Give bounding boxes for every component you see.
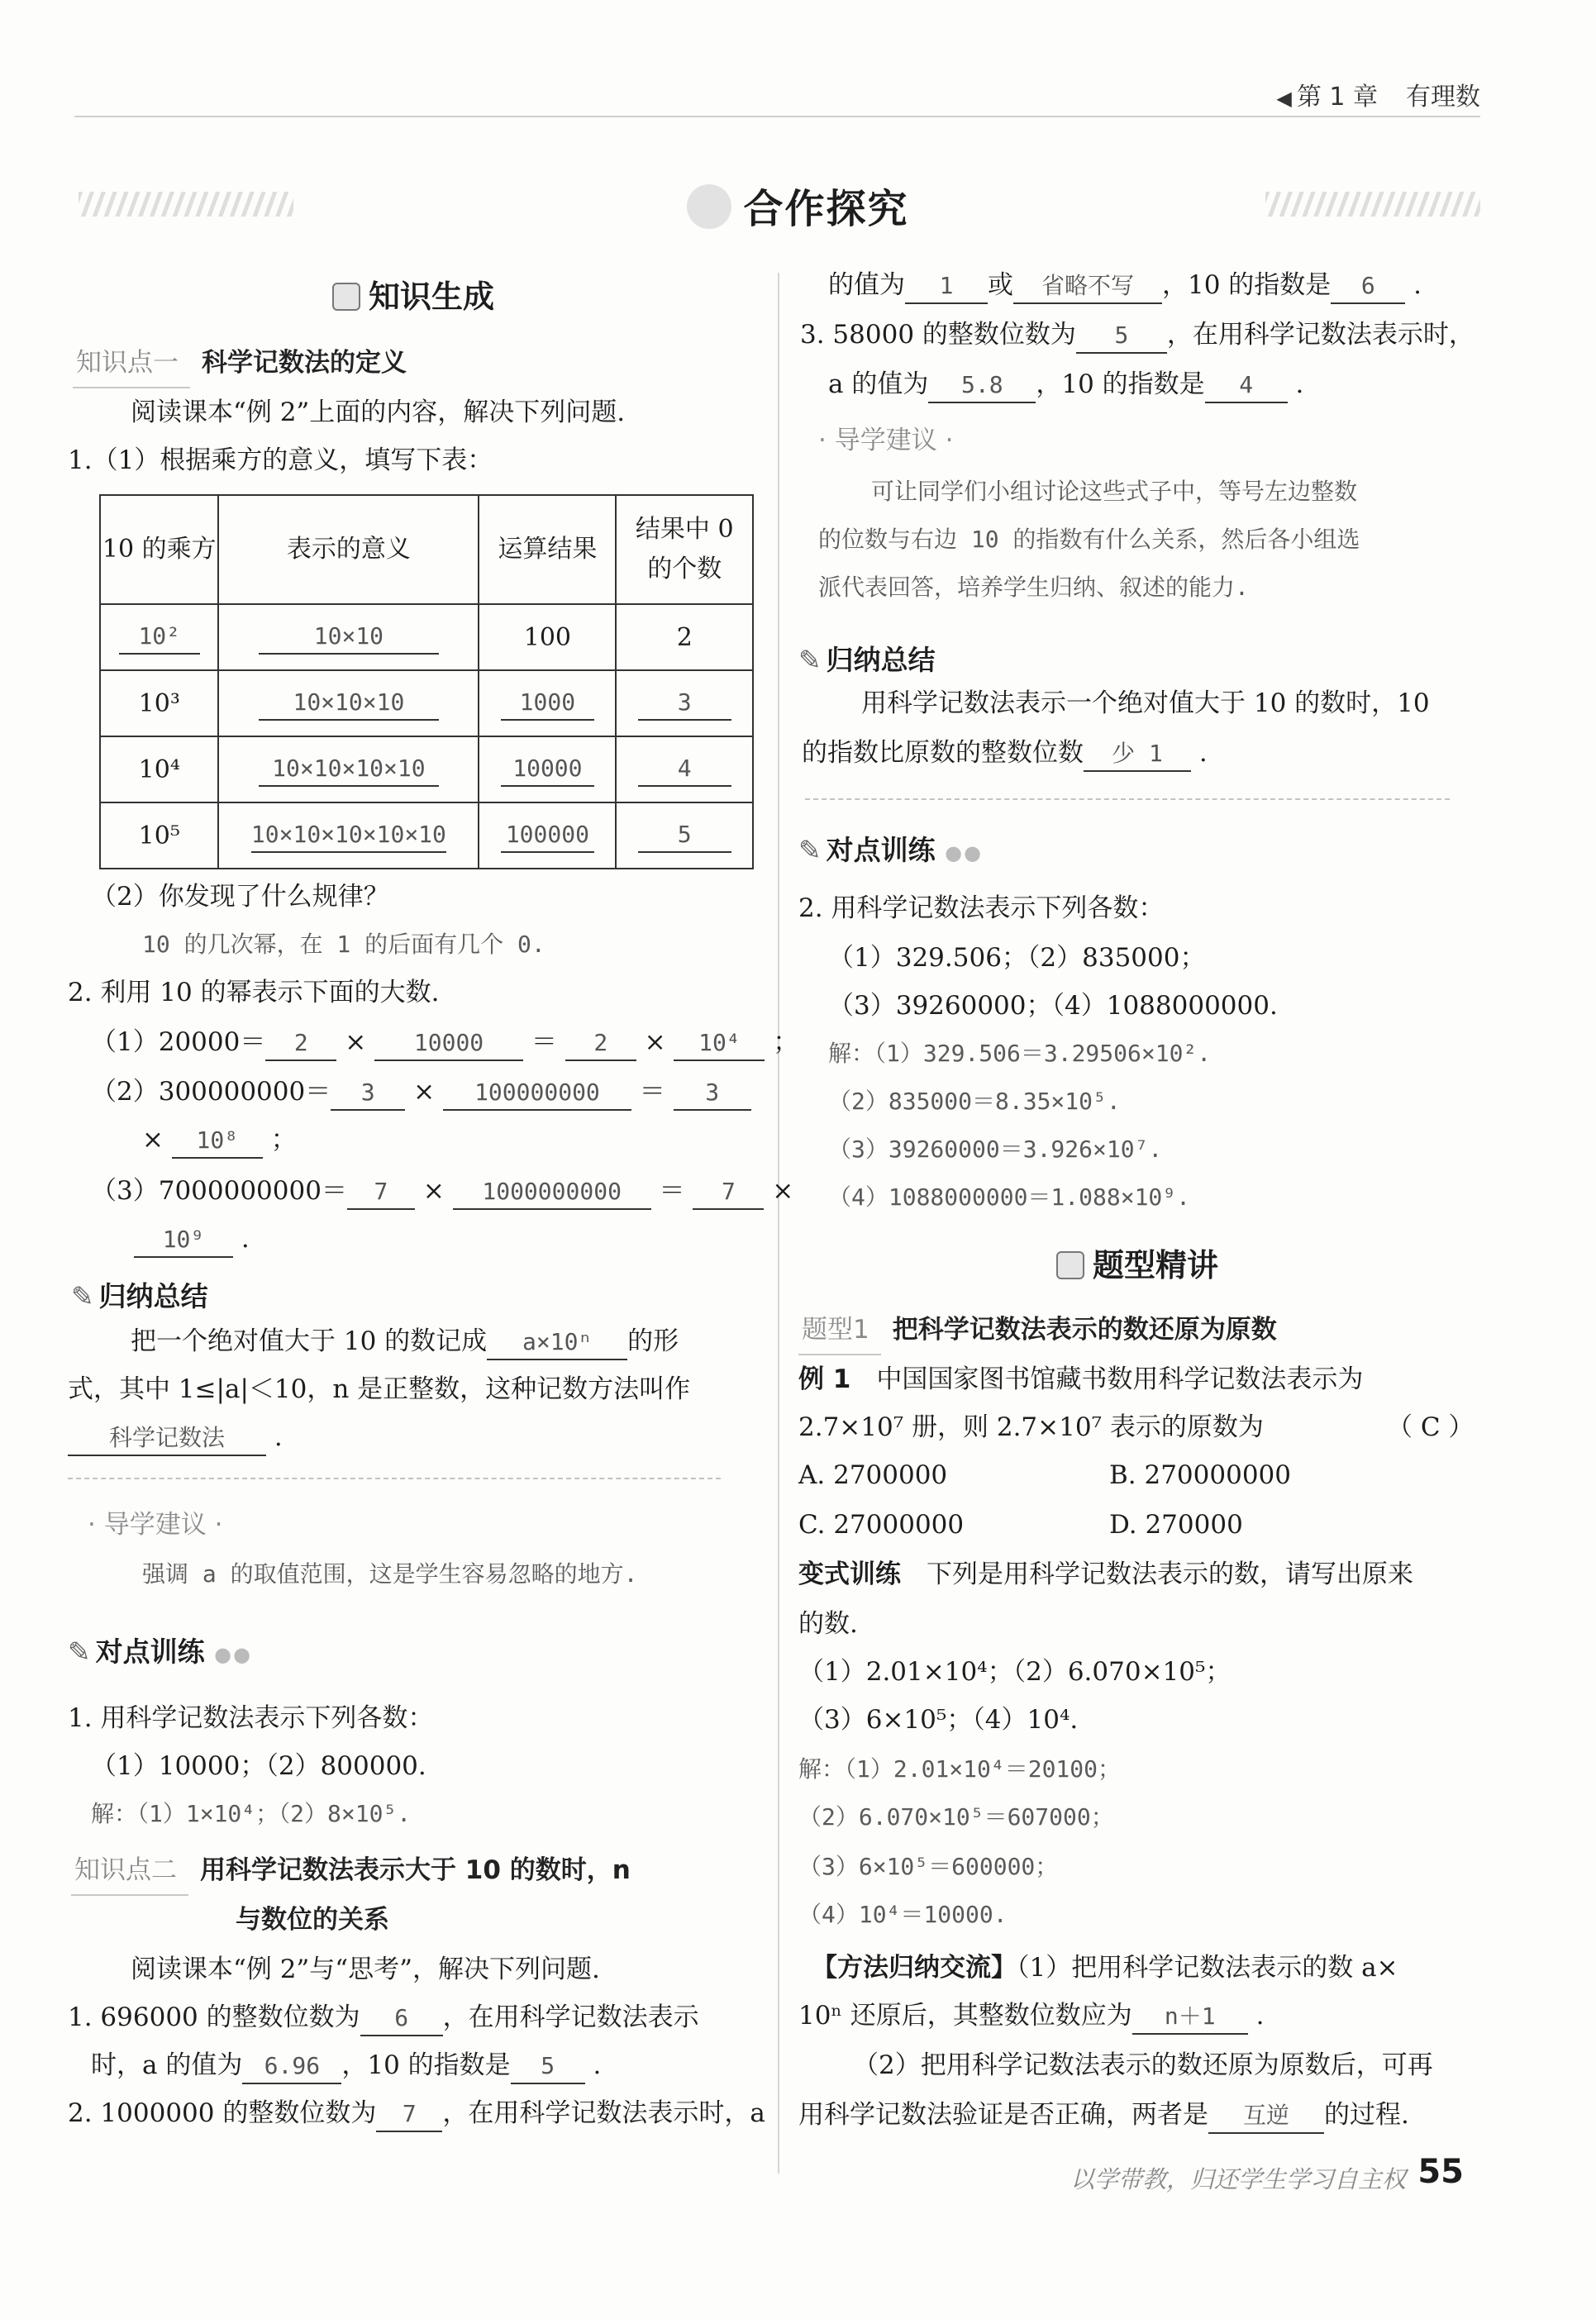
section-icon [1056, 1251, 1084, 1279]
variant-line-1: 变式训练 下列是用科学记数法表示的数，请写出原来 [798, 1559, 1413, 1589]
kp-title: 科学记数法的定义 [202, 348, 407, 378]
question-2-2-cont: × 10⁸ ； [142, 1116, 297, 1164]
method-line-3: （2）把用科学记数法表示的数还原为原数后，可再 [853, 2050, 1433, 2080]
answer-1-2: 10 的几次幂，在 1 的后面有几个 0. [142, 931, 545, 958]
training-items-1: （1）10000；（2）800000. [91, 1751, 426, 1781]
summary-2-line-2: 的指数比原数的整数位数 少 1 . [802, 729, 1208, 777]
summary-1-line-3: 科学记数法 . [68, 1413, 283, 1461]
table-header: 10 的乘方 [100, 495, 218, 604]
kp-title: 用科学记数法表示大于 10 的数时，n [200, 1855, 631, 1885]
variant-answer: （4）10⁴＝10000. [798, 1901, 1008, 1928]
method-line-2: 10ⁿ 还原后，其整数位数应为 n＋1 . [798, 1992, 1264, 2040]
table-cell: 10⁴ [100, 736, 218, 802]
guide-text-2: 的位数与右边 10 的指数有什么关系，然后各小组选 [818, 526, 1360, 553]
training-answer-1: 解：（1）1×10⁴；（2）8×10⁵. [91, 1800, 412, 1827]
option-b: B. 270000000 [1109, 1460, 1291, 1490]
example-1-answer: （ C ） [1387, 1412, 1475, 1442]
section-icon [332, 283, 360, 311]
intro-text: 阅读课本“例 2”上面的内容，解决下列问题. [131, 398, 626, 427]
table-row [100, 670, 753, 736]
table-cell: 2 [616, 604, 753, 670]
type-tag: 题型1 [798, 1306, 881, 1355]
variant-items: （1）2.01×10⁴；（2）6.070×10⁵； [798, 1657, 1232, 1687]
edit-icon: ✎ [68, 1636, 91, 1668]
training-question-2: 2. 用科学记数法表示下列各数： [798, 893, 1165, 923]
problem-2-line-2: 的值为 1 或 省略不写 ，10 的指数是 6 . [828, 261, 1422, 309]
option-a: A. 2700000 [798, 1460, 948, 1490]
pencil-icon: ✎ [798, 644, 822, 676]
column-divider [778, 273, 779, 2174]
question-type-1 [798, 1306, 1277, 1355]
option-d: D. 270000 [1109, 1510, 1243, 1540]
kp-tag: 知识点二 [71, 1846, 188, 1896]
magnifier-icon [687, 184, 731, 229]
section-title-types: 题型精讲 [1056, 1241, 1218, 1289]
summary-2-line-1: 用科学记数法表示一个绝对值大于 10 的数时，10 [861, 688, 1430, 718]
pencil-icon: ✎ [71, 1280, 94, 1312]
example-1-line-2: 2.7×10⁷ 册，则 2.7×10⁷ 表示的原数为 [798, 1412, 1264, 1442]
intro-text-2: 阅读课本“例 2”与“思考”，解决下列问题. [131, 1955, 600, 1984]
example-1-line-1: 例 1 中国国家图书馆藏书数用科学记数法表示为 [798, 1364, 1364, 1394]
table-cell: 10³ [100, 670, 218, 736]
table-cell: 10×10×10×10 [259, 752, 439, 787]
table-header: 运算结果 [479, 495, 616, 604]
training-answer-2: （3）39260000＝3.926×10⁷. [828, 1136, 1163, 1163]
table-header: 表示的意义 [218, 495, 479, 604]
question-2-1: （1）20000＝ 2 × 10000 ＝ 2 × 10⁴ ； [91, 1018, 798, 1066]
dashed-divider [68, 1478, 721, 1479]
summary-1-line-1: 把一个绝对值大于 10 的数记成 a×10ⁿ 的形 [131, 1317, 679, 1365]
table-cell: 10000 [501, 752, 595, 787]
guide-text-2: 可让同学们小组讨论这些式子中，等号左边整数 [871, 478, 1358, 505]
table-row [100, 604, 753, 670]
table-cell: 1000 [501, 686, 595, 721]
guide-title-2: · 导学建议 · [818, 426, 954, 455]
problem-3-line-1: 3. 58000 的整数位数为 5 ，在用科学记数法表示时， [800, 311, 1475, 359]
table-cell: 4 [638, 752, 731, 787]
variant-answer: （3）6×10⁵＝600000； [798, 1853, 1059, 1880]
edit-icon: ✎ [798, 834, 822, 866]
training-title-1: ✎ 对点训练 ●● [68, 1636, 253, 1668]
section-title-knowledge: 知识生成 [332, 273, 494, 321]
chapter-number: 第 1 章 [1296, 83, 1378, 112]
problem-3-line-2: a 的值为 5.8 ，10 的指数是 4 . [828, 360, 1303, 408]
page-number: 55 [1417, 2153, 1464, 2191]
training-answer-2: （4）1088000000＝1.088×10⁹. [828, 1183, 1191, 1211]
knowledge-point-2-cont: 与数位的关系 [236, 1905, 389, 1935]
variant-line-2: 的数. [798, 1609, 858, 1639]
guide-title-1: · 导学建议 · [88, 1510, 223, 1540]
table-cell: 10×10×10×10×10 [251, 818, 446, 853]
table-cell: 10⁵ [100, 802, 218, 869]
table-cell: 5 [638, 818, 731, 853]
method-line-4: 用科学记数法验证是否正确，两者是 互逆 的过程. [798, 2091, 1409, 2139]
table-row [100, 802, 753, 869]
problem-1-line-2: 时，a 的值为 6.96 ，10 的指数是 5 . [91, 2041, 601, 2089]
guide-text-2: 派代表回答，培养学生归纳、叙述的能力. [818, 574, 1249, 601]
table-cell: 3 [638, 686, 731, 721]
problem-2-line-1: 2. 1000000 的整数位数为 7 ，在用科学记数法表示时，a [68, 2089, 765, 2137]
question-2-3: （3）7000000000＝ 7 × 1000000000 ＝ 7 × [91, 1167, 793, 1215]
knowledge-point-2 [71, 1846, 631, 1896]
table-row [100, 736, 753, 802]
variant-answer: 解：（1）2.01×10⁴＝20100； [798, 1755, 1122, 1783]
summary-title-1: ✎ 归纳总结 [71, 1280, 208, 1312]
knowledge-point-1 [73, 339, 407, 388]
variant-items: （3）6×10⁵；（4）10⁴. [798, 1705, 1079, 1735]
table-cell: 100000 [501, 818, 595, 853]
training-title-2: ✎ 对点训练 ●● [798, 834, 984, 866]
arrow-left-icon: ◀ [1276, 87, 1292, 110]
dashed-divider [805, 798, 1450, 800]
method-line-1: 【方法归纳交流】（1）把用科学记数法表示的数 a× [812, 1953, 1398, 1983]
question-2-3-cont: 10⁹ . [134, 1215, 250, 1263]
summary-title-2: ✎ 归纳总结 [798, 644, 936, 676]
table-header-row [100, 495, 753, 604]
type-title: 把科学记数法表示的数还原为原数 [892, 1315, 1277, 1345]
table-cell: 10×10×10 [259, 686, 439, 721]
chapter-header [1276, 76, 1480, 112]
page-title: 合作探究 [0, 177, 1596, 234]
question-1-2: （2）你发现了什么规律？ [91, 882, 389, 912]
footer-slogan: 以学带教，归还学生学习自主权 [1070, 2165, 1406, 2193]
table-header: 结果中 0 的个数 [616, 495, 753, 604]
summary-1-line-2: 式，其中 1≤|a|＜10，n 是正整数，这种记数方法叫作 [68, 1374, 691, 1404]
table-cell: 10² [119, 620, 200, 655]
chapter-title: 有理数 [1406, 83, 1480, 112]
table-cell: 10×10 [259, 620, 439, 655]
question-2: 2. 利用 10 的幂表示下面的大数. [68, 978, 440, 1007]
training-answer-2: （2）835000＝8.35×10⁵. [828, 1088, 1121, 1115]
training-question-1: 1. 用科学记数法表示下列各数： [68, 1703, 434, 1733]
variant-answer: （2）6.070×10⁵＝607000； [798, 1803, 1114, 1831]
training-answer-2: 解：（1）329.506＝3.29506×10². [828, 1040, 1212, 1067]
question-2-2: （2）300000000＝ 3 × 100000000 ＝ 3 [91, 1068, 751, 1116]
header-divider [74, 116, 1480, 117]
problem-1-line-1: 1. 696000 的整数位数为 6 ，在用科学记数法表示 [68, 1993, 699, 2041]
question-1-1: 1.（1）根据乘方的意义，填写下表： [68, 445, 493, 475]
table-cell: 100 [479, 604, 616, 670]
option-c: C. 27000000 [798, 1510, 965, 1540]
kp-tag: 知识点一 [73, 339, 190, 388]
training-items-2: （3）39260000；（4）1088000000. [828, 991, 1278, 1021]
training-items-2: （1）329.506；（2）835000； [828, 943, 1206, 973]
guide-text-1: 强调 a 的取值范围，这是学生容易忽略的地方. [142, 1560, 638, 1588]
powers-table [99, 494, 754, 869]
